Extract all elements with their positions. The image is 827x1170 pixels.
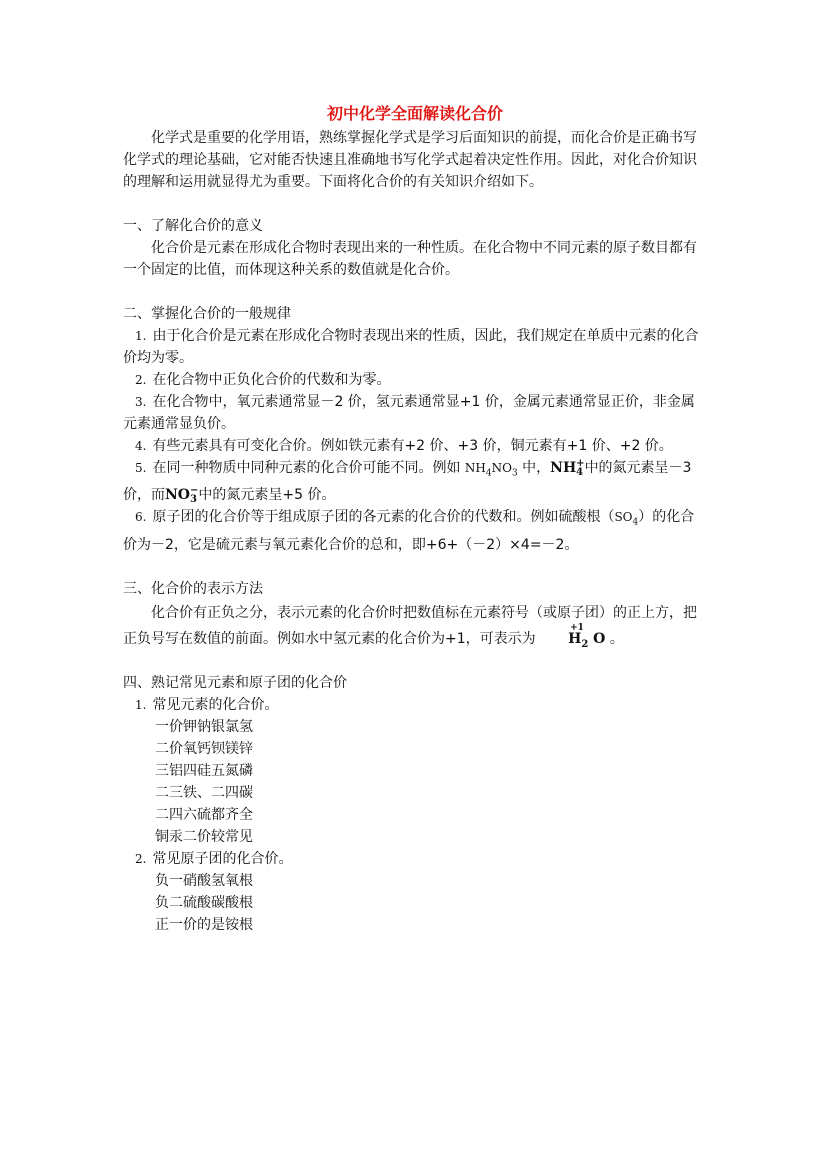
body-text: 化合价有正负之分，表示元素的化合价时把数值标在元素符号（或原子团）的正上方，把正负号写在数值的前面。例如水中氢元素的化合价为+1，可表示为 bbox=[123, 604, 697, 647]
item-text: 由于化合价是元素在形成化合物时表现出来的性质，因此，我们规定在单质中元素的化合价均为零。 bbox=[123, 328, 699, 366]
rule-item-6 bbox=[123, 506, 707, 555]
spacer bbox=[123, 281, 707, 303]
spacer bbox=[123, 658, 707, 672]
rule-item-4 bbox=[123, 435, 707, 457]
rhyme-line: 负二硫酸碳酸根 bbox=[155, 894, 253, 911]
formula-part: NH bbox=[550, 460, 577, 476]
group-heading-radicals bbox=[123, 848, 707, 870]
body-text: 。 bbox=[605, 630, 624, 647]
valence-mark: +1 bbox=[570, 622, 584, 633]
item-text: 中， bbox=[517, 460, 551, 476]
document-title: 初中化学全面解读化合价 bbox=[326, 104, 503, 123]
formula-subscript: 3 bbox=[511, 468, 518, 479]
group-heading-elements bbox=[123, 694, 707, 716]
nitrate-ion-formula bbox=[165, 485, 199, 506]
rhyme-line: 铜汞二价较常见 bbox=[155, 828, 253, 845]
spacer bbox=[123, 556, 707, 578]
item-text: 在同一种物质中同种元素的化合价可能不同。例如 bbox=[152, 460, 465, 476]
rule-item-1 bbox=[123, 325, 707, 369]
rhyme-line: 二三铁、二四碳 bbox=[155, 784, 253, 801]
section-3-body bbox=[123, 600, 707, 658]
formula-part: NO bbox=[491, 461, 512, 475]
section-1-heading: 一、了解化合价的意义 bbox=[123, 218, 263, 234]
formula-part: NO bbox=[165, 487, 190, 504]
intro-paragraph: 化学式是重要的化学用语，熟练掌握化学式是学习后面知识的前提，而化合价是正确书写化学式的理论基础，它对能否快速且准确地书写化学式起着决定性作用。因此，对化合价知识的理解和运用就显得尤为重要。下面将化合价的有关知识介绍如下。 bbox=[123, 130, 697, 190]
rhyme-line: 正一价的是铵根 bbox=[155, 916, 253, 933]
rhyme-line: 三铝四硅五氮磷 bbox=[155, 762, 253, 779]
formula-subscript: 4 bbox=[576, 467, 584, 478]
ammonium-ion-formula bbox=[550, 460, 584, 476]
rhyme-line: 一价钾钠银氯氢 bbox=[155, 718, 253, 735]
rule-item-5 bbox=[123, 457, 707, 506]
rhyme-line: 负一硝酸氢氧根 bbox=[155, 872, 253, 889]
item-number: 2. bbox=[135, 851, 147, 866]
spacer bbox=[123, 193, 707, 215]
formula-subscript: 4 bbox=[632, 517, 639, 528]
rule-item-3 bbox=[123, 391, 707, 435]
item-text: 在化合物中正负化合价的代数和为零。 bbox=[152, 372, 391, 388]
formula-subscript: 4 bbox=[485, 468, 492, 479]
formula-part: NH bbox=[464, 461, 486, 475]
formula-part: H bbox=[568, 630, 582, 647]
ammonium-nitrate-formula bbox=[464, 461, 518, 479]
item-number: 5. bbox=[135, 461, 147, 475]
sulfate-formula bbox=[614, 510, 639, 528]
item-text: 在化合物中，氧元素通常显－2 价，氢元素通常显+1 价，金属元素通常显正价，非金属元素通常显负价。 bbox=[123, 394, 695, 432]
ion-charge: − bbox=[190, 485, 199, 497]
formula-subscript: 2 bbox=[581, 638, 589, 650]
document-content bbox=[123, 103, 707, 936]
item-text: 中的氮元素呈+5 价。 bbox=[198, 487, 336, 504]
formula-part: SO bbox=[614, 510, 633, 525]
rhyme-line: 二四六硫都齐全 bbox=[155, 806, 253, 823]
rule-item-2 bbox=[123, 369, 707, 391]
item-text: 中的氮元素呈－3 价，而 bbox=[123, 460, 692, 504]
item-text: 常见原子团的化合价。 bbox=[152, 850, 293, 867]
item-number: 3. bbox=[135, 395, 147, 409]
section-3-heading: 三、化合价的表示方法 bbox=[123, 580, 263, 597]
rhyme-line: 二价氧钙钡镁锌 bbox=[155, 740, 253, 757]
item-text: 常见元素的化合价。 bbox=[152, 696, 279, 713]
item-text: 原子团的化合价等于组成原子团的各元素的化合价的代数和。例如硫酸根（ bbox=[152, 509, 615, 526]
section-2-heading: 二、掌握化合价的一般规律 bbox=[123, 306, 291, 322]
item-text: ）的化合价为－2，它是硫元素与氧元素化合价的总和，即+6+（－2）×4=－2。 bbox=[123, 509, 695, 553]
ion-charge: + bbox=[576, 458, 585, 469]
section-4-heading: 四、熟记常见元素和原子团的化合价 bbox=[123, 674, 347, 691]
item-text: 有些元素具有可变化合价。例如铁元素有+2 价、+3 价，铜元素有+1 价、+2 价。 bbox=[152, 438, 673, 454]
section-1-body: 化合价是元素在形成化合物时表现出来的一种性质。在化合物中不同元素的原子数目都有一个固定的比值，而体现这种关系的数值就是化合价。 bbox=[123, 240, 697, 278]
water-valence-formula bbox=[540, 622, 606, 658]
item-number: 1. bbox=[135, 329, 147, 343]
formula-part: O bbox=[588, 630, 606, 647]
item-number: 2. bbox=[135, 373, 147, 387]
formula-subscript: 3 bbox=[190, 494, 197, 506]
item-number: 1. bbox=[135, 697, 147, 712]
item-number: 4. bbox=[135, 439, 147, 453]
item-number: 6. bbox=[135, 510, 147, 525]
